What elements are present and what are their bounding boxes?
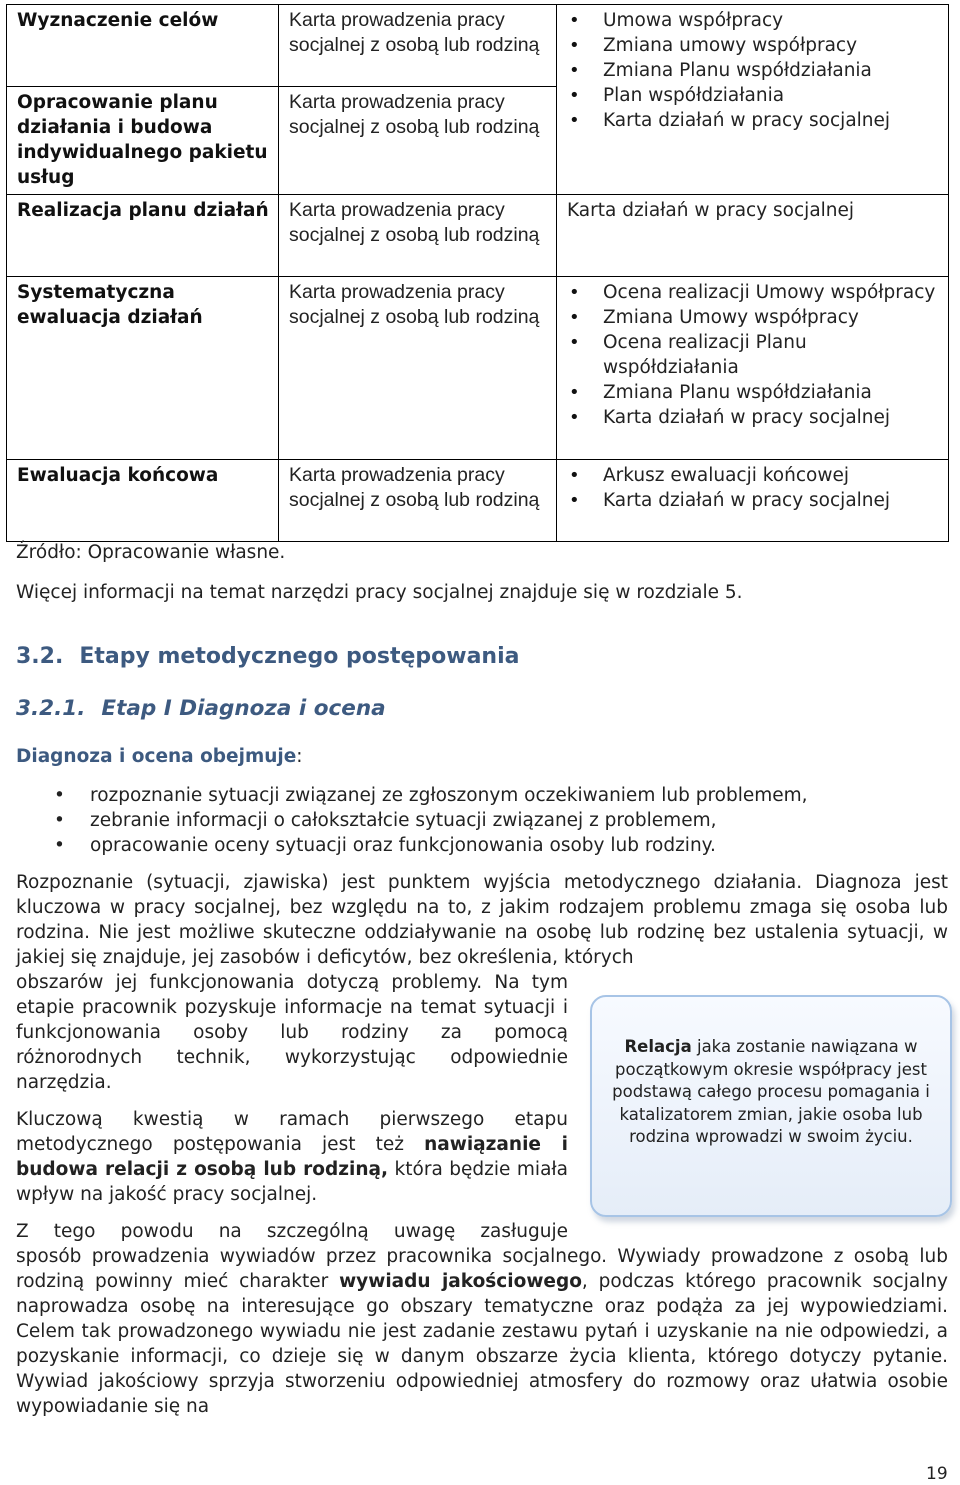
more-info-note: Więcej informacji na temat narzędzi pracy socjalnej znajduje się w rozdziale 5. [16, 582, 743, 603]
list-item: • Karta działań w pracy socjalnej [567, 405, 940, 430]
list-item: • rozpoznanie sytuacji związanej ze zgłoszonym oczekiwaniem lub problemem, [16, 783, 946, 808]
tool-name: Karta prowadzenia pracy socjalnej z osobą lub rodziną [289, 91, 540, 138]
tool-name: Karta prowadzenia pracy socjalnej z osobą lub rodziną [289, 199, 540, 246]
tool-cell [279, 5, 557, 87]
docs-text: Karta działań w pracy socjalnej [567, 200, 855, 221]
paragraph-emphasis: nawiązanie i budowa relacji z osobą lub rodziną, [16, 1134, 568, 1180]
stage-name: Ewaluacja końcowa [17, 465, 219, 486]
stage-name: Wyznaczenie celów [17, 10, 219, 31]
list-item: • Zmiana Planu współdziałania [567, 58, 940, 83]
docs-cell [557, 460, 949, 542]
scope-list [16, 783, 946, 858]
paragraph-diagnosis-continued: obszarów jej funkcjonowania dotyczą problemy. Na tym etapie pracownik pozyskuje informacje na temat sytuacji i funkcjonowania osoby lub rodziny za pomocą różnorodnych technik, wykorzystując odpowiednie narzędzia. [16, 972, 568, 1093]
paragraph-text: sposób prowadzenia wywiadów przez pracownika socjalnego. Wywiady prowadzone z osobą lub rodziną powinny mieć charakter [16, 1246, 948, 1292]
stage-cell [7, 195, 279, 277]
list-item: • Arkusz ewaluacji końcowej [567, 463, 940, 488]
list-item: • Plan współdziałania [567, 83, 940, 108]
tool-cell [279, 460, 557, 542]
stage-name: Realizacja planu działań [17, 200, 269, 221]
stage-cell [7, 5, 279, 87]
stage-cell [7, 460, 279, 542]
tool-cell [279, 277, 557, 460]
list-item: • Ocena realizacji Umowy współpracy [567, 280, 940, 305]
tool-cell [279, 195, 557, 277]
list-item: • opracowanie oceny sytuacji oraz funkcjonowania osoby lub rodziny. [16, 833, 946, 858]
section-title: Etapy metodycznego postępowania [79, 644, 520, 669]
callout-text [606, 1036, 936, 1149]
scope-intro-bold: Diagnoza i ocena obejmuje [16, 746, 297, 767]
docs-list [567, 8, 940, 133]
list-item: • Zmiana Umowy współpracy [567, 305, 940, 330]
paragraph-text: Kluczową kwestią w ramach pierwszego etapu metodycznego postępowania jest też [16, 1109, 568, 1155]
paragraph-text: , podczas którego pracownik socjalny naprowadza osobę na interesujące go obszary tematyczne oraz podąża za jej wypowiedziami. Celem tak prowadzonego wywiadu nie jest zadanie zestawu pytań i uzyskanie na nie odpowiedzi, a pozyskanie informacji, co dzieje się w danym obszarze życia klienta, którego dotyczy pytanie. Wywiad jakościowy sprzyja stworzeniu odpowiedniej atmosfery do rozmowy oraz ułatwia osobie wypowiadanie się na [16, 1271, 949, 1417]
paragraph-diagnosis: Rozpoznanie (sytuacji, zjawiska) jest punktem wyjścia metodycznego działania. Diagnoza jest kluczowa w pracy socjalnej, bez względu na to, z jakim rodzajem problemu zmaga się osoba lub rodzina. Nie jest możliwe skuteczne oddziaływanie na osobę lub rodzinę bez ustalenia sytuacji, w jakiej się znajduje, jej zasobów i deficytów, bez określenia, których [16, 872, 948, 968]
table-source: Źródło: Opracowanie własne. [16, 542, 286, 563]
table-row [7, 277, 949, 460]
paragraph-interview-first-line: Z tego powodu na szczególną uwagę zasługuje [16, 1221, 568, 1242]
paragraph-text: która będzie miała wpływ na jakość pracy socjalnej. [16, 1159, 569, 1205]
callout-emphasis: Relacja [624, 1037, 692, 1056]
table-row [7, 460, 949, 542]
list-item: • Karta działań w pracy socjalnej [567, 488, 940, 513]
tool-cell [279, 87, 557, 195]
stages-table [6, 4, 949, 542]
table-row [7, 5, 949, 87]
section-number: 3.2. [16, 644, 64, 669]
stage-cell [7, 87, 279, 195]
paragraph-relation [16, 1107, 568, 1207]
docs-cell [557, 277, 949, 460]
page-number: 19 [926, 1464, 948, 1484]
list-item: • Umowa współpracy [567, 8, 940, 33]
docs-cell [557, 5, 949, 195]
tool-name: Karta prowadzenia pracy socjalnej z osobą lub rodziną [289, 281, 540, 328]
list-item: • Karta działań w pracy socjalnej [567, 108, 940, 133]
section-heading [16, 644, 519, 669]
subsection-title: Etap I Diagnoza i ocena [101, 696, 386, 721]
docs-list [567, 463, 940, 513]
subsection-heading [16, 696, 386, 721]
scope-intro-suffix: : [296, 746, 303, 767]
docs-cell [557, 195, 949, 277]
relation-callout [590, 995, 952, 1217]
callout-body: jaka zostanie nawiązana w początkowym okresie współpracy jest podstawą całego procesu pomagania i katalizatorem zmian, jakie osoba lub rodzina wprowadzi w swoim życiu. [612, 1037, 930, 1146]
docs-list [567, 280, 940, 430]
list-item: • zebranie informacji o całokształcie sytuacji związanej z problemem, [16, 808, 946, 833]
tool-name: Karta prowadzenia pracy socjalnej z osobą lub rodziną [289, 464, 540, 511]
subsection-number: 3.2.1. [16, 696, 86, 721]
stage-name: Systematyczna ewaluacja działań [17, 282, 203, 328]
stage-name: Opracowanie planu działania i budowa indywidualnego pakietu usług [17, 92, 268, 188]
stage-cell [7, 277, 279, 460]
list-item: • Zmiana Planu współdziałania [567, 380, 940, 405]
table-row [7, 195, 949, 277]
paragraph-interview [16, 1244, 948, 1419]
list-item: • Ocena realizacji Planu współdziałania [567, 330, 940, 380]
scope-intro [16, 744, 303, 769]
tool-name: Karta prowadzenia pracy socjalnej z osobą lub rodziną [289, 9, 540, 56]
paragraph-emphasis: wywiadu jakościowego [339, 1271, 582, 1292]
list-item: • Zmiana umowy współpracy [567, 33, 940, 58]
